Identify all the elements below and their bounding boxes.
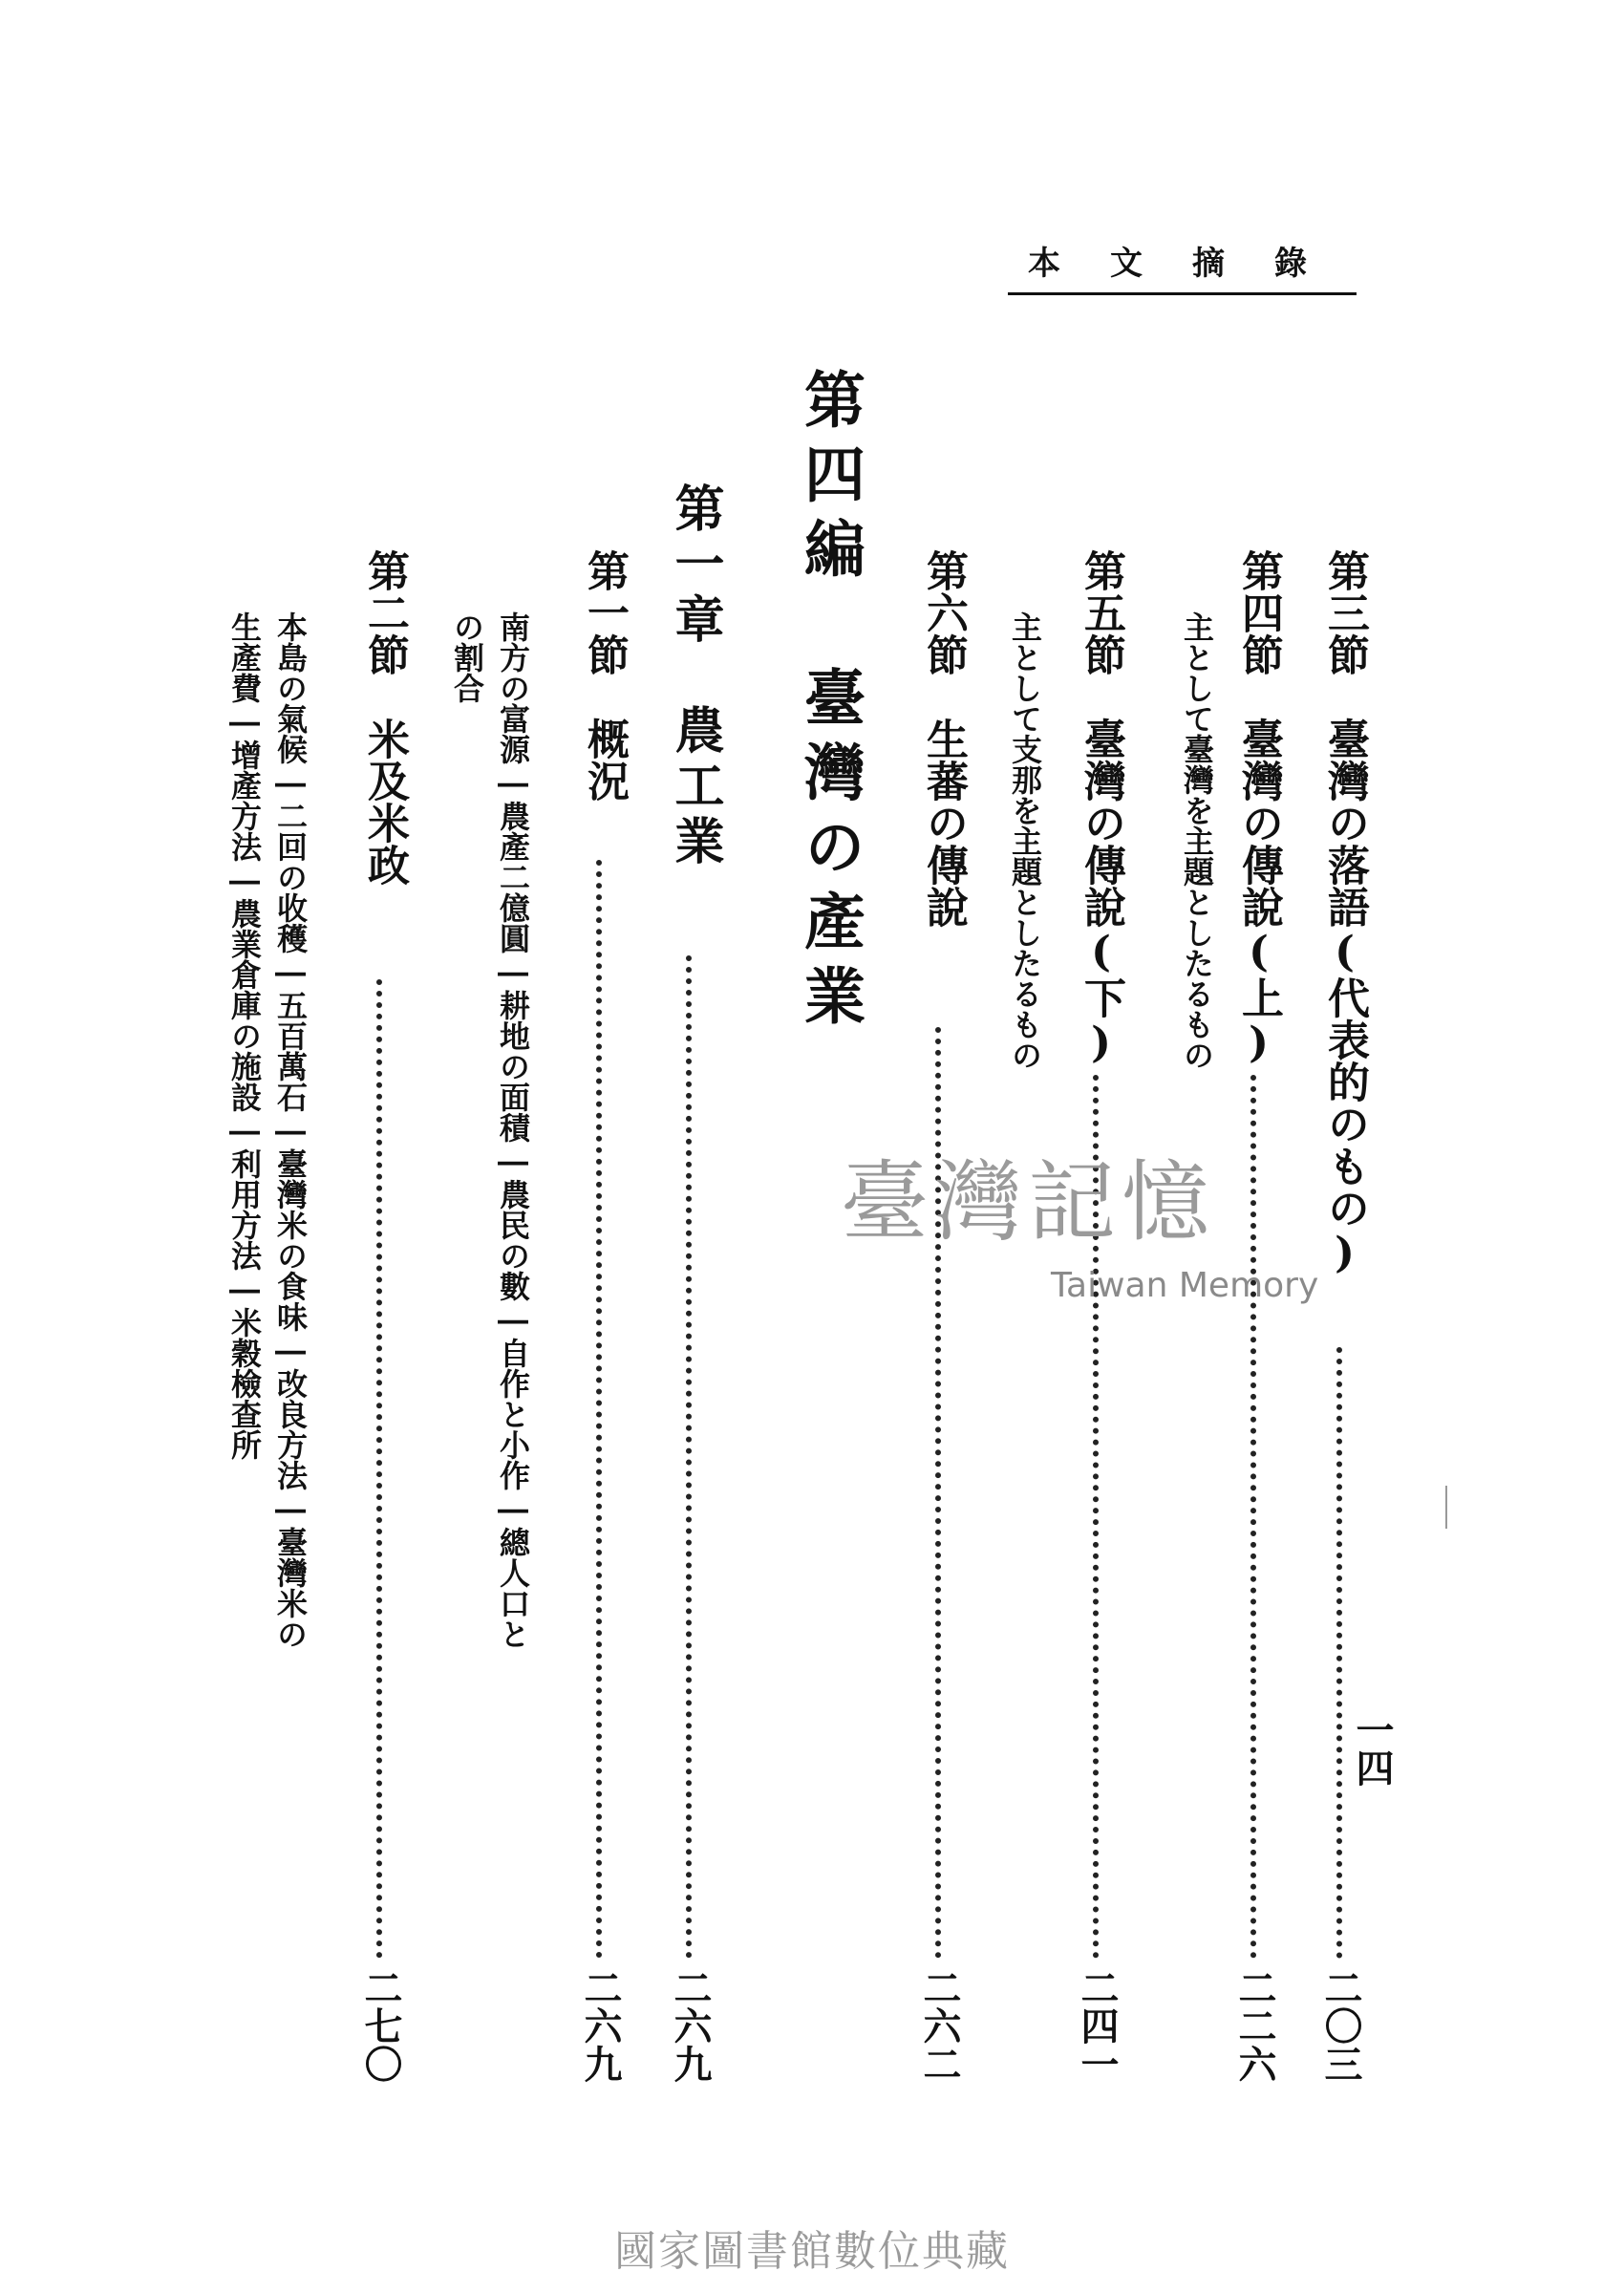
- toc-entry-page: 二二六: [1232, 1968, 1277, 2083]
- toc-entry-description: [444, 611, 536, 1649]
- footer-credit: 國家圖書館數位典藏: [614, 2227, 1010, 2276]
- toc-entry-note: 主として臺灣を主題としたるもの: [1179, 611, 1215, 1070]
- part-title: 第四編 臺灣の產業: [794, 368, 865, 1039]
- toc-leader-dots: [596, 860, 602, 1959]
- description-line: の割合: [449, 611, 485, 703]
- toc-entry-title: 第四節 臺灣の傳說(上): [1234, 549, 1283, 1067]
- toc-entry-page: 二〇三: [1318, 1968, 1363, 2083]
- toc-leader-dots: [686, 955, 692, 1959]
- watermark-logo-english: Taiwan Memory: [1051, 1266, 1319, 1305]
- toc-entry-page: 二六九: [668, 1968, 713, 2083]
- toc-entry-title: 第二節 米及米政: [360, 549, 409, 886]
- toc-leader-dots: [1250, 1075, 1256, 1959]
- description-line: 南方の富源―農產二億圓―耕地の面積―農民の數―自作と小作―總人口と: [495, 611, 531, 1649]
- description-line: 生產費―增產方法―農業倉庫の施設―利用方法―米穀檢查所: [226, 611, 263, 1460]
- toc-entry-title: 第六節 生蕃の傳說: [919, 549, 968, 928]
- toc-entry-description: [222, 611, 313, 1649]
- toc-chapter-title: 第一章 農工業: [666, 482, 724, 870]
- toc-entry-page: 二六二: [917, 1968, 962, 2083]
- description-line: 本島の氣候―二回の收穫―五百萬石―臺灣米の食味―改良方法―臺灣米の: [272, 611, 309, 1649]
- toc-entry-page: 二六九: [578, 1968, 623, 2083]
- header-rule: [1008, 292, 1357, 295]
- toc-entry-title: 第一節 概況: [580, 549, 629, 802]
- toc-leader-dots: [1336, 1347, 1342, 1959]
- running-header: 本文摘錄: [1028, 245, 1357, 283]
- toc-entry-page: 二七〇: [358, 1968, 403, 2083]
- toc-entry-title: 第三節 臺灣の落語(代表的のもの): [1320, 549, 1369, 1277]
- toc-entry-title: 第五節 臺灣の傳說(下): [1077, 549, 1125, 1067]
- toc-leader-dots: [376, 979, 382, 1959]
- page-number: 一四: [1350, 1710, 1395, 1787]
- margin-mark: [1445, 1486, 1447, 1529]
- watermark-logo: 臺灣記憶: [841, 1151, 1216, 1254]
- toc-entry-note: 主として支那を主題としたるもの: [1007, 611, 1043, 1070]
- toc-entry-page: 二四一: [1075, 1968, 1120, 2083]
